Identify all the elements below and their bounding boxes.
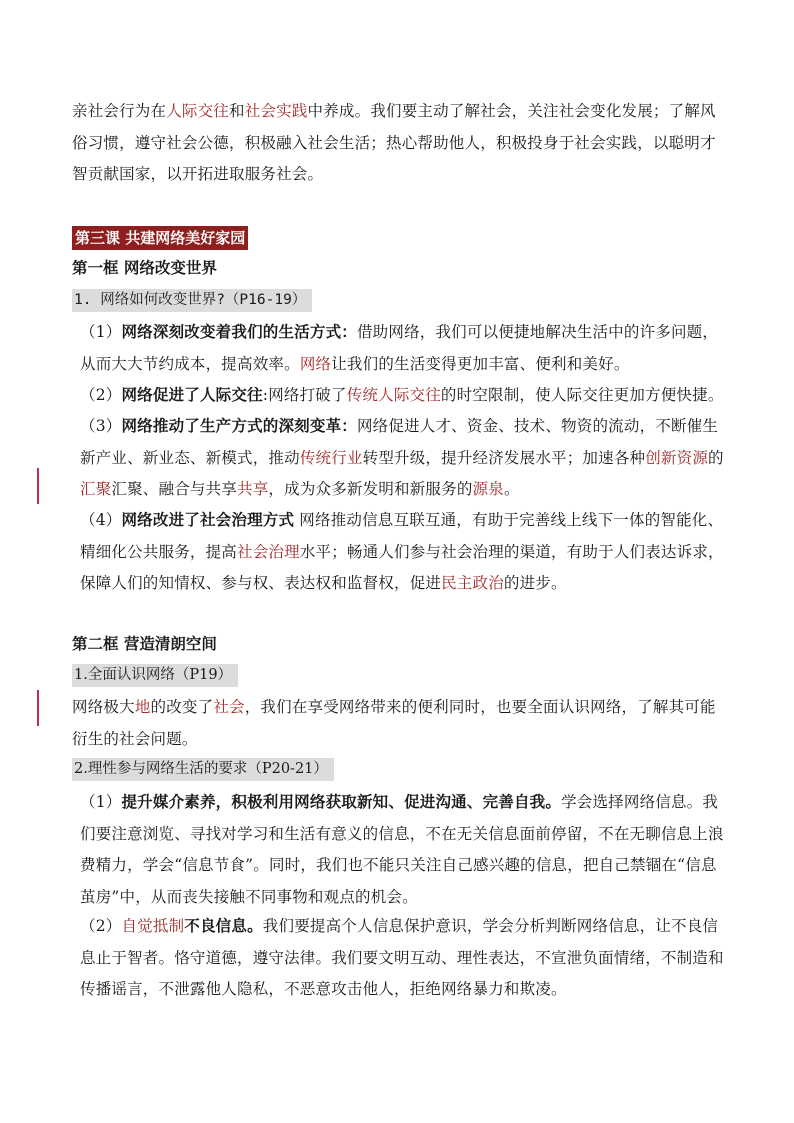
answer-paragraph	[72, 316, 732, 380]
answer-paragraph: （3）网络推动了生产方式的深刻变革：网络促进人才、资金、技术、物资的流动，不断催生新产业、新业态、新模式，推动传统行业转型升级，提升经济发展水平；加速各种创新资源的汇聚汇聚、融合与共享共享，成为众多新发明和新服务的源泉。	[80, 416, 724, 498]
answer-paragraph	[72, 692, 724, 755]
text-run: 转型升级，提升经济发展水平；加速各种	[362, 448, 646, 467]
highlight-term: 民主政治	[441, 574, 504, 592]
revision-mark	[37, 468, 39, 504]
key-point: 网络改进了社会治理方式	[121, 510, 295, 529]
highlight-term: 传统人际交往	[346, 386, 441, 404]
key-point: 不良信息。	[184, 916, 263, 935]
question-heading: 1. 网络如何改变世界?（P16-19）	[72, 289, 312, 312]
text-run: 亲社会行为在	[72, 102, 167, 120]
lesson-title: 第三课 共建网络美好家园	[72, 226, 248, 250]
text-run: 让我们的生活变得更加丰富、便利和美好。	[331, 354, 630, 373]
text-run: 的	[708, 448, 724, 467]
text-run: 借助网络，我们可以便捷地解决生活中的许多问题，从而大大节约成本，提高效率。	[80, 323, 719, 373]
highlight-term: 共享	[237, 480, 269, 498]
revision-mark	[37, 690, 39, 726]
text-run: 网络推动信息互联互通，有助于完善线上线下一体的智能化、精细化公共服务，提高	[80, 511, 724, 561]
highlight-term: 社会	[213, 698, 245, 716]
answer-paragraph	[72, 786, 732, 913]
text-run: 中养成。我们要主动了解社会，关注社会变化发展；了解风俗习惯，遵守社会公德，积极融入社会生活；热心帮助他人，积极投身于社会实践，以聪明才智贡献国家，以开拓进取服务社会。	[72, 102, 716, 183]
highlight-term: 自觉抵制	[121, 917, 185, 935]
item-number: （1）	[80, 323, 122, 341]
answer-paragraph	[72, 910, 732, 1006]
key-point: 网络推动了生产方式的深刻变革：	[121, 416, 357, 435]
text-run: 的进步。	[503, 574, 567, 592]
text-run: 的时空限制，使人际交往更加方便快捷。	[440, 386, 724, 404]
answer-paragraph	[72, 379, 732, 412]
text-run: ，我们在享受网络带来的便利同时，也要全面认识网络，了解其可能衍生的社会问题。	[72, 698, 716, 748]
text-run: ，成为众多新发明和新服务的	[268, 480, 473, 498]
key-point: 网络促进了人际交往	[121, 385, 263, 404]
highlight-term: 社会治理	[237, 542, 300, 561]
highlight-term: 源泉	[472, 480, 504, 498]
item-number: （4）	[80, 511, 122, 529]
item-number: （2）	[80, 386, 122, 404]
item-number: （1）	[80, 793, 122, 811]
frame-title: 第二框 营造清朗空间	[72, 634, 217, 653]
key-point: 提升媒介素养，积极利用网络获取新知、促进沟通、完善自我。	[121, 792, 562, 811]
text-run: 的改变了	[150, 698, 214, 716]
highlight-term: 传统行业	[299, 448, 363, 467]
item-number: （3）	[80, 417, 122, 435]
highlight-term: 网络	[299, 354, 332, 373]
question-heading: 2.理性参与网络生活的要求（P20-21）	[72, 758, 334, 781]
highlight-term: 创新资源	[645, 448, 709, 467]
key-point: 网络深刻改变着我们的生活方式：	[121, 322, 357, 341]
highlight-term: 人际交往	[166, 102, 230, 120]
text-run: 我们要提高个人信息保护意识，学会分析判断网络信息，让不良信息止于智者。恪守道德，遵守法律。我们要文明互动、理性表达，不宣泄负面情绪，不制造和传播谣言，不泄露他人隐私，不恶意攻击他人，拒绝网络暴力和欺凌。	[80, 917, 724, 998]
answer-paragraph	[72, 504, 732, 600]
item-number: （2）	[80, 917, 122, 935]
text-run: 网络极大	[72, 698, 135, 716]
frame-title: 第一框 网络改变世界	[72, 258, 217, 277]
text-run: 和	[229, 102, 245, 120]
highlight-term: 汇聚	[80, 480, 112, 498]
text-run: 学会选择网络信息。我们要注意浏览、寻找对学习和生活有意义的信息，不在无关信息面前停留，不在无聊信息上浪费精力，学会“信息节食”。同时，我们也不能只关注自己感兴趣的信息，把自己禁锢在“信息茧房”中，从而丧失接触不同事物和观点的机会。	[80, 793, 724, 906]
text-run: 。	[503, 480, 520, 498]
text-run: 网络促进人才、资金、技术、物资的流动，不断催生新产业、新业态、新模式，推动	[80, 417, 719, 467]
highlight-term: 地	[134, 698, 151, 716]
highlight-term: 社会实践	[244, 102, 308, 120]
intro-paragraph	[72, 96, 724, 191]
text-run: :网络打破了	[262, 386, 347, 404]
question-heading: 1.全面认识网络（P19）	[72, 664, 238, 687]
text-run: 水平；畅通人们参与社会治理的渠道，有助于人们表达诉求，保障人们的知情权、参与权、表达权和监督权，促进	[80, 542, 724, 592]
